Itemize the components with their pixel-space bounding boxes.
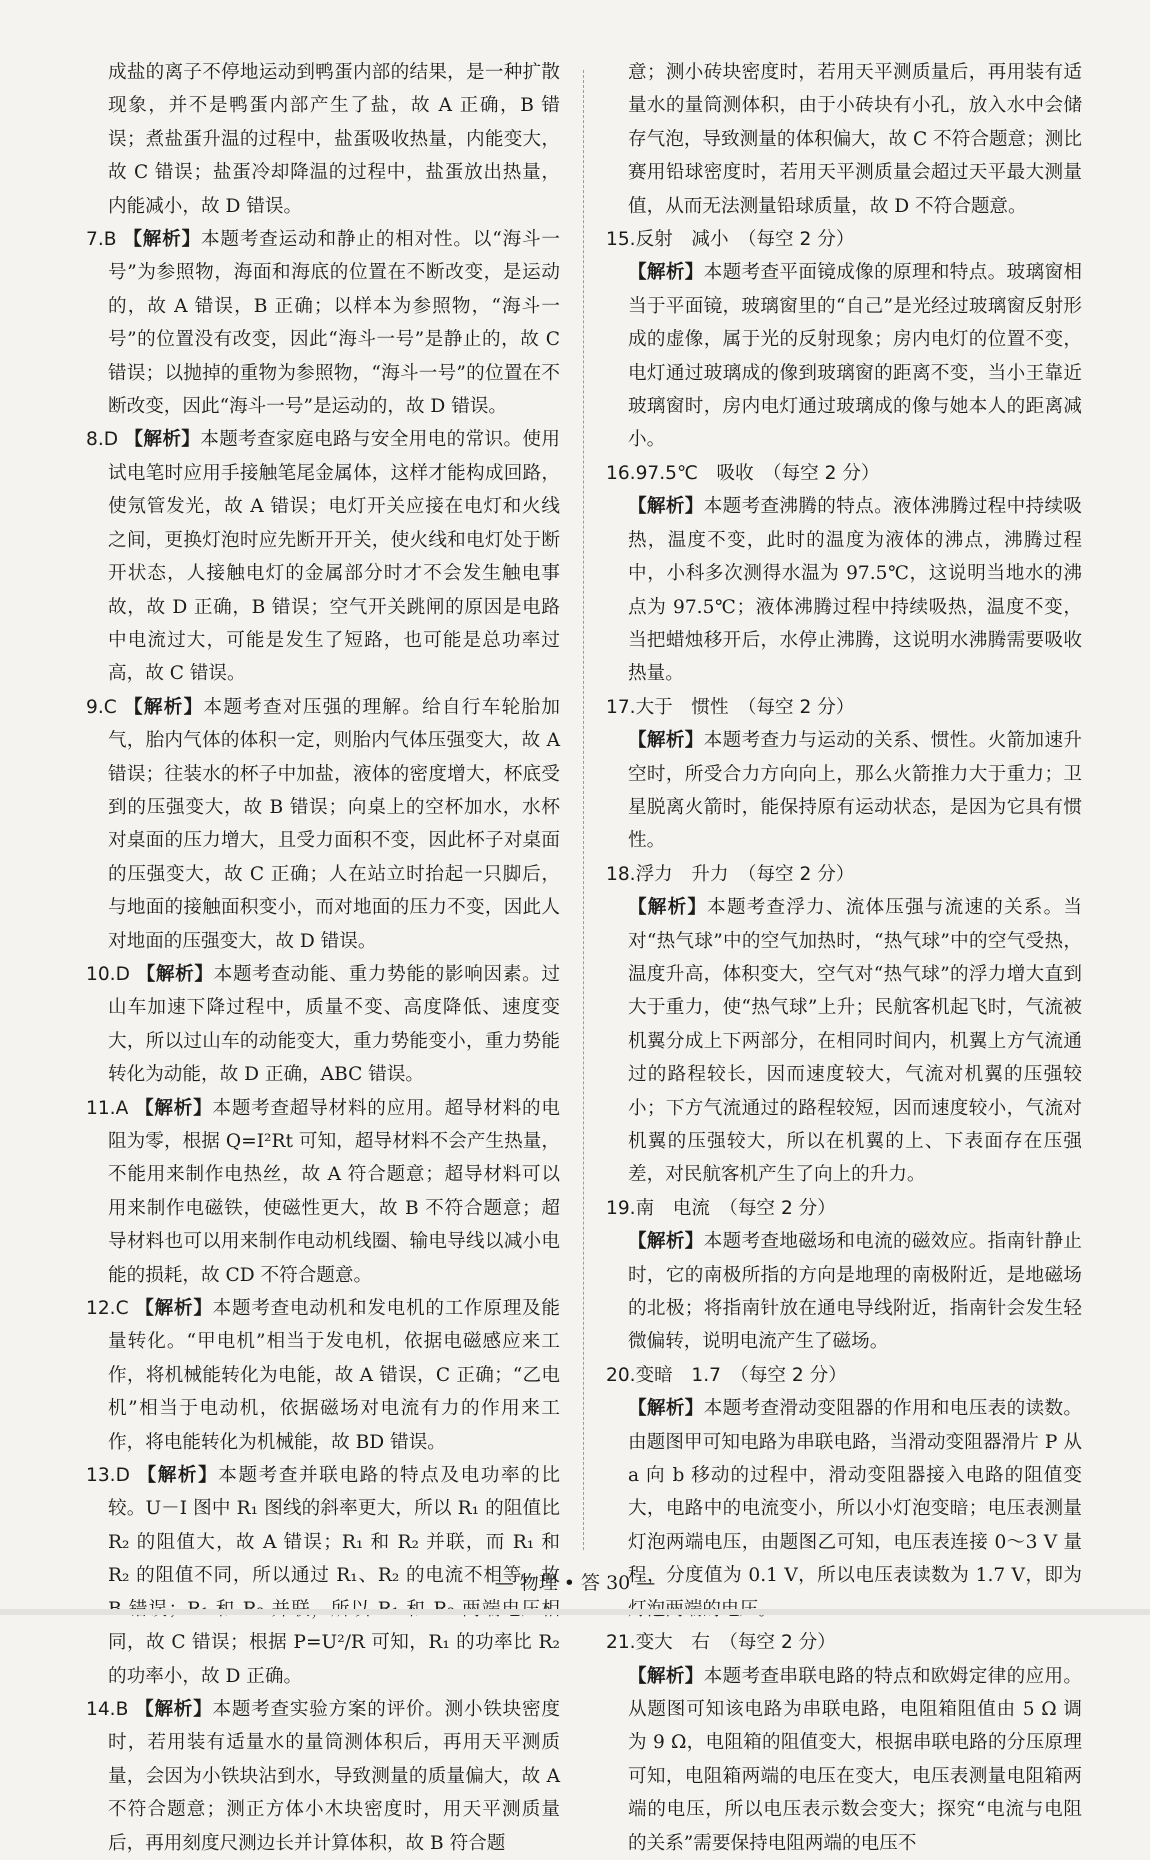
analysis-text: 本题考查运动和静止的相对性。以“海斗一号”为参照物，海面和海底的位置在不断改变，是运动的，故 A 错误，B 正确；以样本为参照物，“海斗一号”的位置没有改变，因此“海斗一号”是静止的，故 C 错误；以抛掉的重物为参照物，“海斗一号”的位置在不断改变，因此“海斗一号”是运动的，故 D 错误。 [108,229,560,418]
analysis-text: 本题考查平面镜成像的原理和特点。玻璃窗相当于平面镜，玻璃窗里的“自己”是光经过玻璃窗反射形成的虚像，属于光的反射现象；房内电灯的位置不变，电灯通过玻璃成的像到玻璃窗的距离不变，当小王靠近玻璃窗时，房内电灯通过玻璃成的像与她本人的距离减小。 [628,262,1082,451]
analysis-text: 本题考查浮力、流体压强与流速的关系。当对“热气球”中的空气加热时，“热气球”中的空气受热，温度升高，体积变大，空气对“热气球”的浮力增大直到大于重力，使“热气球”上升；民航客机起飞时，气流被机翼分成上下两部分，在相同时间内，机翼上方气流通过的路程较长，因而速度较大，气流对机翼的压强较小；下方气流通过的路程较短，因而速度较小，气流对机翼的压强较大，所以在机翼的上、下表面存在压强差，对民航客机产生了向上的升力。 [628,897,1082,1186]
analysis-tag: 【解析】 [135,1465,219,1487]
answer-item-20 [606,1359,1082,1392]
answer-item-14 [86,1693,560,1860]
answer-text: 变暗 1.7 （每空 2 分） [635,1364,847,1386]
analysis-text: 本题考查地磁场和电流的磁效应。指南针静止时，它的南极所指的方向是地理的南极附近，是地磁场的北极；将指南针放在通电导线附近，指南针会发生轻微偏转，说明电流产生了磁场。 [628,1231,1082,1353]
analysis-tag: 【解析】 [134,1298,213,1320]
answer-text: D [115,1465,130,1487]
page-bottom-edge [0,1609,1150,1615]
question-number: 10. [86,963,116,985]
analysis-tag: 【解析】 [628,1231,704,1253]
analysis-text: 本题考查沸腾的特点。液体沸腾过程中持续吸热，温度不变，此时的温度为液体的沸点，沸腾过程中，小科多次测得水温为 97.5℃，这说明当地水的沸点为 97.5℃；液体沸腾过程中持续吸热，温度不变，当把蜡烛移开后，水停止沸腾，这说明水沸腾需要吸收热量。 [628,496,1082,685]
answer-text: 浮力 升力 （每空 2 分） [635,863,855,885]
analysis-tag: 【解析】 [628,262,704,284]
analysis-tag: 【解析】 [628,730,704,752]
column-divider [583,70,584,1550]
analysis-tag: 【解析】 [628,1398,704,1420]
answer-item-19 [606,1192,1082,1225]
analysis-tag: 【解析】 [124,429,201,451]
analysis-tag: 【解析】 [122,229,201,251]
answer-item-15 [606,223,1082,256]
analysis-paragraph [606,891,1082,1192]
analysis-paragraph [606,1225,1082,1359]
analysis-tag: 【解析】 [628,1665,704,1687]
question-number: 8. [86,429,104,451]
answer-text: 大于 惯性 （每空 2 分） [635,696,855,718]
analysis-tag: 【解析】 [122,696,204,718]
analysis-tag: 【解析】 [628,897,708,919]
analysis-text: 本题考查电动机和发电机的工作原理及能量转化。“甲电机”相当于发电机，依据电磁感应来工作，将机械能转化为电能，故 A 错误，C 正确；“乙电机”相当于电动机，依据磁场对电流有力的作用来工作，将电能转化为机械能，故 BD 错误。 [108,1298,560,1453]
question-number: 14. [86,1698,116,1720]
analysis-paragraph [606,256,1082,456]
analysis-text: 本题考查串联电路的特点和欧姆定律的应用。从题图可知该电路为串联电路，电阻箱阻值由 5 Ω 调为 9 Ω，电阻箱的阻值变大，根据串联电路的分压原理可知，电阻箱两端的电压在变大，电压表测量电阻箱两端的电压，所以电压表示数会变大；探究“电流与电阻的关系”需要保持电阻两端的电压不 [628,1665,1082,1854]
answer-text: A [115,1097,129,1119]
analysis-text: 本题考查实验方案的评价。测小铁块密度时，若用装有适量水的量筒测体积后，再用天平测质量，会因为小铁块沾到水，导致测量的质量偏大，故 A 不符合题意；测正方体小木块密度时，用天平测质量后，再用刻度尺测边长并计算体积，故 B 符合题 [108,1698,560,1854]
analysis-text: 本题考查力与运动的关系、惯性。火箭加速升空时，所受合力方向向上，那么火箭推力大于重力；卫星脱离火箭时，能保持原有运动状态，是因为它具有惯性。 [628,730,1082,852]
answer-text: C [103,696,117,718]
answer-text: 南 电流 （每空 2 分） [635,1197,836,1219]
question-number: 7. [86,229,104,251]
analysis-text: 本题考查超导材料的应用。超导材料的电阻为零，根据 Q=I²Rt 可知，超导材料不会产生热量，不能用来制作电热丝，故 A 符合题意；超导材料可以用来制作电磁铁，使磁性更大，故 B 不符合题意；超导材料也可以用来制作电动机线圈、输电导线以减小电能的损耗，故 CD 不符合题意。 [108,1097,560,1286]
question-number: 19. [606,1197,636,1219]
answer-text: C [115,1298,129,1320]
page-footer: — 物理 • 答 30 — [494,1572,656,1594]
analysis-text: 本题考查对压强的理解。给自行车轮胎加气，胎内气体的体积一定，则胎内气体压强变大，故 A 错误；往装水的杯子中加盐，液体的密度增大，杯底受到的压强变大，故 B 错误；向桌上的空杯加水，水杯对桌面的压力增大，且受力面积不变，因此杯子对桌面的压强变大，故 C 正确；人在站立时抬起一只脚后，与地面的接触面积变小，而对地面的压力不变，因此人对地面的压强变大，故 D 错误。 [108,696,560,952]
analysis-paragraph [606,490,1082,690]
analysis-tag: 【解析】 [134,1698,213,1720]
continued-paragraph: 成盐的离子不停地运动到鸭蛋内部的结果，是一种扩散现象，并不是鸭蛋内部产生了盐，故 A 正确，B 错误；煮盐蛋升温的过程中，盐蛋吸收热量，内能变大，故 C 错误；盐蛋冷却降温的过程中，盐蛋放出热量，内能减小，故 D 错误。 [108,62,560,217]
answer-text: 反射 减小 （每空 2 分） [635,229,855,251]
continued-paragraph: 意；测小砖块密度时，若用天平测质量后，再用装有适量水的量筒测体积，由于小砖块有小孔，放入水中会储存气泡，导致测量的体积偏大，故 C 不符合题意；测比赛用铅球密度时，若用天平测质量会超过天平最大测量值，从而无法测量铅球质量，故 D 不符合题意。 [628,62,1082,217]
answer-text: 97.5℃ 吸收 （每空 2 分） [635,462,880,484]
answer-item-17 [606,691,1082,724]
analysis-text: 本题考查家庭电路与安全用电的常识。使用试电笔时应用手接触笔尾金属体，这样才能构成回路，使氖管发光，故 A 错误；电灯开关应接在电灯和火线之间，更换灯泡时应先断开开关，使火线和电灯处于断开状态，人接触电灯的金属部分时才不会发生触电事故，故 D 正确，B 错误；空气开关跳闸的原因是电路中电流过大，可能是发生了短路，也可能是总功率过高，故 C 错误。 [108,429,560,685]
question-number: 20. [606,1364,636,1386]
analysis-text: 本题考查滑动变阻器的作用和电压表的读数。由题图甲可知电路为串联电路，当滑动变阻器滑片 P 从 a 向 b 移动的过程中，滑动变阻器接入电路的阻值变大，电路中的电流变小，所以小灯泡变暗；电压表测量灯泡两端电压，由题图乙可知，电压表连接 0～3 V 量程，分度值为 0.1 V，所以电压表读数为 1.7 V，即为 [628,1398,1082,1587]
question-number: 13. [86,1465,116,1487]
analysis-tag: 【解析】 [134,1097,213,1119]
question-number: 12. [86,1298,116,1320]
question-number: 18. [606,863,636,885]
answer-text: B [103,229,117,251]
analysis-paragraph [606,1660,1082,1860]
question-number: 21. [606,1632,636,1654]
analysis-tag: 【解析】 [135,963,214,985]
answer-item-16 [606,457,1082,490]
answer-text: D [115,963,130,985]
answer-item-10 [86,958,560,1092]
analysis-paragraph [606,724,1082,858]
analysis-text: 本题考查并联电路的特点及电功率的比较。U－I 图中 R₁ 图线的斜率更大，所以 R₁ 的阻值比 R₂ 的阻值大，故 A 错误；R₁ 和 R₂ 并联，而 R₁ 和 R₂ 的阻值不同，所以通过 R₁、R₂ 的电流不相等，故 同，故 C 错误；根据 P=U²/R 可知，R₁ 的功率比 R₂ 的功率小，故 D 正确。 [108,1465,560,1687]
answer-item-7 [86,223,560,423]
answer-text: 变大 右 （每空 2 分） [635,1632,836,1654]
answer-item-9 [86,691,560,958]
question-number: 15. [606,229,636,251]
question-number: 16. [606,462,636,484]
answer-item-8 [86,423,560,690]
question-number: 9. [86,696,104,718]
answer-text: B [115,1698,129,1720]
answer-item-11 [86,1092,560,1292]
analysis-tag: 【解析】 [628,496,704,518]
answer-text: D [103,429,119,451]
question-number: 17. [606,696,636,718]
answer-item-18 [606,858,1082,891]
question-number: 11. [86,1097,116,1119]
answer-item-12 [86,1292,560,1459]
analysis-text: 本题考查动能、重力势能的影响因素。过山车加速下降过程中，质量不变、高度降低、速度变大，所以过山车的动能变大，重力势能变小，重力势能转化为动能，故 D 正确，ABC 错误。 [108,963,560,1086]
answer-item-21 [606,1626,1082,1659]
